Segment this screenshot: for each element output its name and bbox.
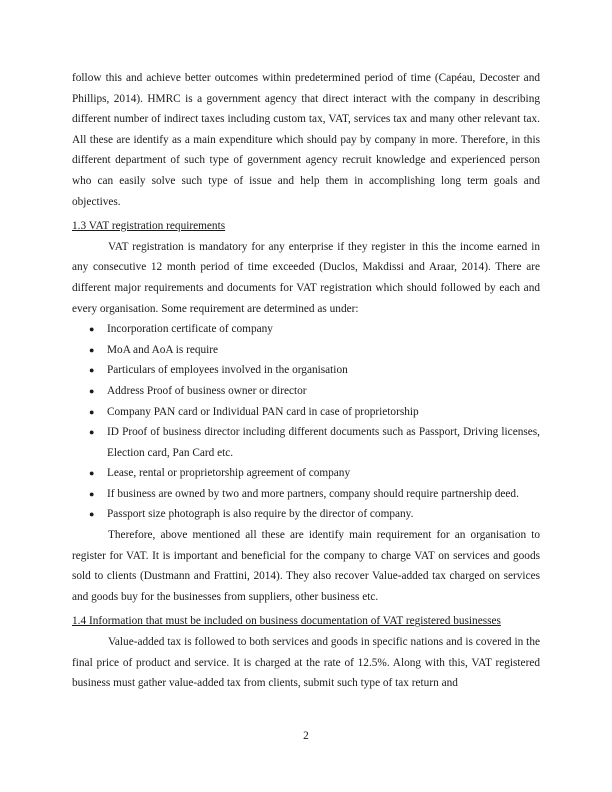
bullet-icon: ● (89, 427, 95, 438)
list-item: ● MoA and AoA is require (72, 340, 540, 361)
list-item: ● Particulars of employees involved in the organisation (72, 360, 540, 381)
section-heading-1-4: 1.4 Information that must be included on business documentation of VAT registered businesses (72, 615, 501, 628)
bullet-icon: ● (89, 324, 95, 335)
intro-paragraph: follow this and achieve better outcomes within predetermined period of time (Capéau, Decoster and Phillips, 2014). HMRC is a government agency that direct interact with the company in describing different number of indirect taxes including custom tax, VAT, services tax and many other relevant tax. All these are identify as a main expenditure which should pay by company in more. Therefore, in this different department of such type of government agency recruit knowledge and experienced person who can easily solve such type of issue and help them in accomplishing long term goals and objectives. (72, 72, 540, 208)
bullet-icon: ● (89, 488, 95, 499)
bullet-icon: ● (89, 468, 95, 479)
section-heading-1-3: 1.3 VAT registration requirements (72, 220, 226, 233)
bullet-icon: ● (89, 365, 95, 376)
section-1-3-paragraph: VAT registration is mandatory for any enterprise if they register in this the income earned in any consecutive 12 month period of time exceeded (Duclos, Makdissi and Araar, 2014). There are different major requirements and documents for VAT registration which should followed by each and every organisation. Some requirement are determined as under: (72, 240, 540, 315)
section-1-4-paragraph: Value-added tax is followed to both services and goods in specific nations and is covered in the final price of product and service. It is charged at the rate of 12.5%. Along with this, VAT registered business must gather value-added tax from clients, submit such type of tax return and (72, 636, 540, 690)
requirements-list (72, 319, 540, 525)
list-item: ● If business are owned by two and more partners, company should require partnership deed. (72, 484, 540, 505)
list-item: ● Company PAN card or Individual PAN card in case of proprietorship (72, 402, 540, 423)
section-1-3-conclusion: Therefore, above mentioned all these are identify main requirement for an organisation to register for VAT. It is important and beneficial for the company to charge VAT on services and goods sold to clients (Dustmann and Frattini, 2014). They also recover Value-added tax charged on services and goods buy for the businesses from suppliers, other business etc. (72, 529, 540, 603)
bullet-icon: ● (89, 385, 95, 396)
list-item: ● Address Proof of business owner or director (72, 381, 540, 402)
bullet-icon: ● (89, 406, 95, 417)
bullet-icon: ● (89, 509, 95, 520)
list-item: ● Lease, rental or proprietorship agreement of company (72, 463, 540, 484)
list-item: ● Incorporation certificate of company (72, 319, 540, 340)
bullet-icon: ● (89, 344, 95, 355)
document-page (72, 68, 540, 694)
list-item: ● ID Proof of business director including different documents such as Passport, Driving licenses, Election card, Pan Card etc. (72, 422, 540, 463)
list-item: ● Passport size photograph is also require by the director of company. (72, 504, 540, 525)
page-number: 2 (303, 730, 309, 742)
